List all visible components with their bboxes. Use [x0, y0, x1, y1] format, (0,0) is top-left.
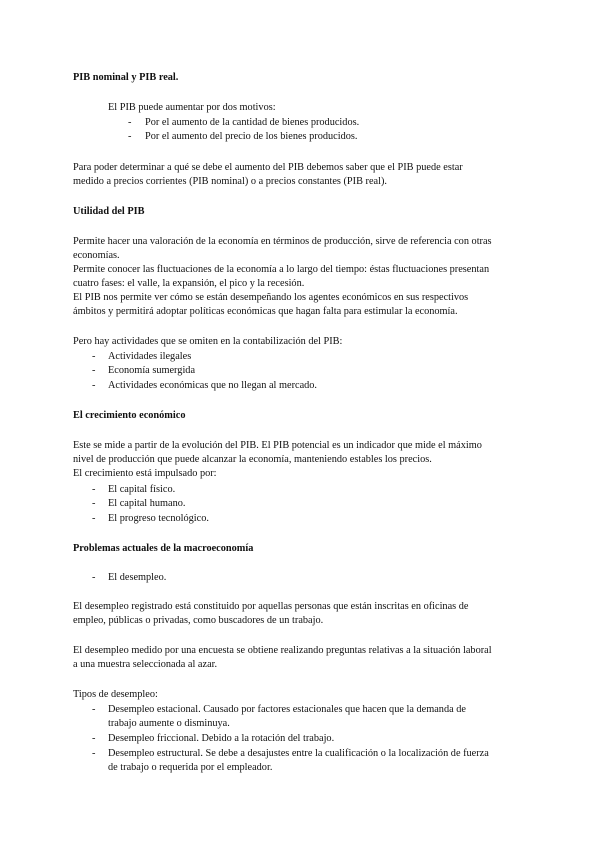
paragraph-line: Pero hay actividades que se omiten en la contabilización del PIB:	[73, 336, 343, 347]
intro-line: El PIB puede aumentar por dos motivos:	[108, 102, 276, 113]
paragraph-line: El PIB nos permite ver cómo se están desempeñando los agentes económicos en sus respectivos	[73, 292, 469, 303]
paragraph-line: El desempleo medido por una encuesta se obtiene realizando preguntas relativas a la situación laboral	[73, 645, 492, 656]
list-item: El desempleo.	[108, 572, 167, 583]
list-item: Desempleo estacional. Causado por factores estacionales que hacen que la demanda de	[108, 704, 466, 715]
list-item: Por el aumento de la cantidad de bienes producidos.	[145, 117, 360, 128]
paragraph-line: El crecimiento está impulsado por:	[73, 468, 217, 479]
paragraph-line: economías.	[73, 250, 120, 261]
paragraph-line: a una muestra seleccionada al azar.	[73, 659, 218, 670]
bullet-dash: -	[92, 351, 96, 362]
bullet-dash: -	[92, 484, 96, 495]
paragraph-line: Tipos de desempleo:	[73, 689, 158, 700]
heading-utilidad-pib: Utilidad del PIB	[73, 206, 145, 217]
bullet-dash: -	[92, 380, 96, 391]
bullet-dash: -	[92, 572, 96, 583]
list-item: Economía sumergida	[108, 365, 196, 376]
bullet-dash: -	[128, 131, 132, 142]
bullet-dash: -	[92, 748, 96, 759]
paragraph-line: medido a precios corrientes (PIB nominal) o a precios constantes (PIB real).	[73, 176, 387, 187]
list-item-continuation: de trabajo o requerida por el empleador.	[108, 762, 273, 773]
list-item: El capital físico.	[108, 484, 176, 495]
heading-problemas-macroeconomia: Problemas actuales de la macroeconomía	[73, 543, 254, 554]
paragraph-line: empleo, públicas o privadas, como buscadores de un trabajo.	[73, 615, 324, 626]
heading-crecimiento: El crecimiento económico	[73, 410, 186, 421]
paragraph-line: ámbitos y permitirá adoptar políticas económicas que hagan falta para estimular la economía.	[73, 306, 458, 317]
list-item: Desempleo estructural. Se debe a desajustes entre la cualificación o la localización de fuerza	[108, 748, 489, 759]
paragraph-line: El desempleo registrado está constituido por aquellas personas que están inscritas en oficinas de	[73, 601, 469, 612]
bullet-dash: -	[92, 365, 96, 376]
paragraph-line: Permite hacer una valoración de la economía en términos de producción, sirve de referencia con otras	[73, 236, 492, 247]
list-item: Desempleo friccional. Debido a la rotación del trabajo.	[108, 733, 335, 744]
list-item: Actividades ilegales	[108, 351, 192, 362]
paragraph-line: Para poder determinar a qué se debe el aumento del PIB debemos saber que el PIB puede estar	[73, 162, 463, 173]
bullet-dash: -	[92, 733, 96, 744]
paragraph-line: Permite conocer las fluctuaciones de la economía a lo largo del tiempo: éstas fluctuaciones presentan	[73, 264, 490, 275]
paragraph-line: Este se mide a partir de la evolución del PIB. El PIB potencial es un indicador que mide el máximo	[73, 440, 482, 451]
list-item-continuation: trabajo aumente o disminuya.	[108, 718, 230, 729]
list-item: Por el aumento del precio de los bienes producidos.	[145, 131, 358, 142]
bullet-dash: -	[92, 498, 96, 509]
paragraph-line: nivel de producción que puede alcanzar la economía, manteniendo estables los precios.	[73, 454, 432, 465]
paragraph-line: cuatro fases: el valle, la expansión, el pico y la recesión.	[73, 278, 305, 289]
bullet-dash: -	[92, 704, 96, 715]
bullet-dash: -	[128, 117, 132, 128]
bullet-dash: -	[92, 513, 96, 524]
list-item: El capital humano.	[108, 498, 186, 509]
list-item: Actividades económicas que no llegan al mercado.	[108, 380, 318, 391]
list-item: El progreso tecnológico.	[108, 513, 209, 524]
heading-pib-nominal-real: PIB nominal y PIB real.	[73, 72, 179, 83]
